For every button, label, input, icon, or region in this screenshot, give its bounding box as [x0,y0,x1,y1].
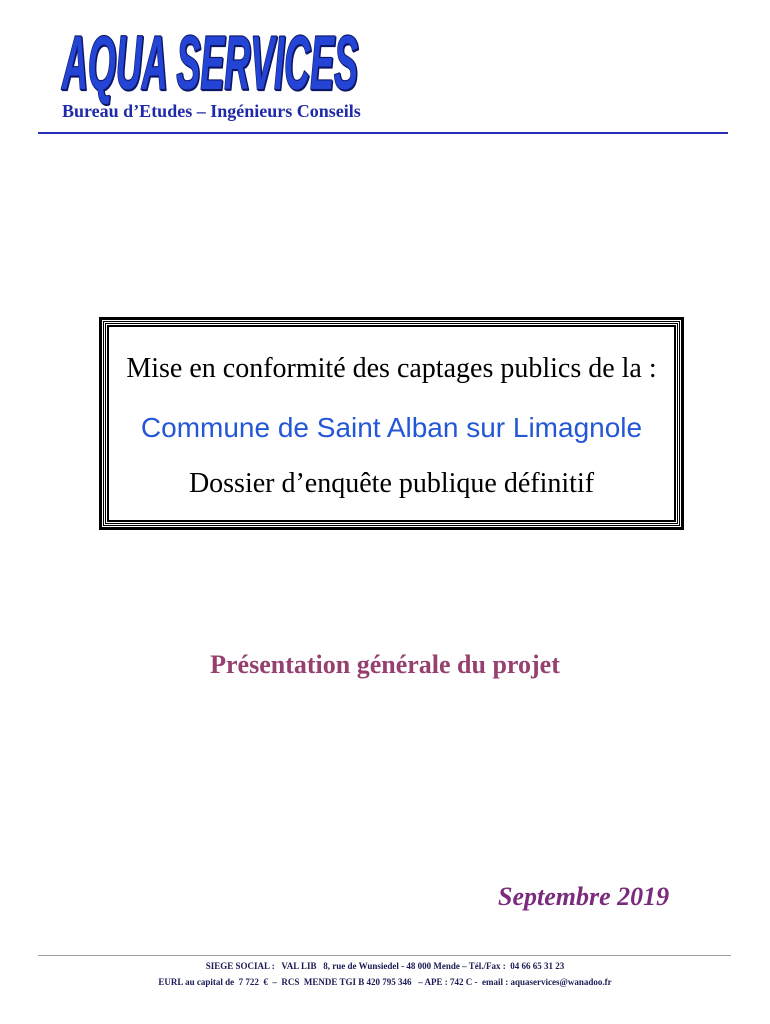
title-line-commune: Commune de Saint Alban sur Limagnole [140,412,643,443]
logo-text: AQUA SERVICES [61,21,358,106]
footer-legal: EURL au capital de 7 722 € – RCS MENDE TGI B 420 795 346 – APE : 742 C - email : aquaservices@wanadoo.fr [158,977,612,987]
footer-divider [38,955,731,956]
header-divider [38,132,728,134]
company-logo-graphic [55,21,385,106]
title-line-project: Mise en conformité des captages publics de la : [126,353,657,384]
company-subtitle: Bureau d’Etudes – Ingénieurs Conseils [62,101,361,121]
section-title: Présentation générale du projet [210,650,560,679]
company-logo [55,21,385,106]
footer-address: SIEGE SOCIAL : VAL LIB 8, rue de Wunsiedel - 48 000 Mende – Tél./Fax : 04 66 65 31 23 [205,961,565,971]
document-date: Septembre 2019 [498,882,670,911]
title-line-dossier: Dossier d’enquête publique définitif [188,468,595,499]
